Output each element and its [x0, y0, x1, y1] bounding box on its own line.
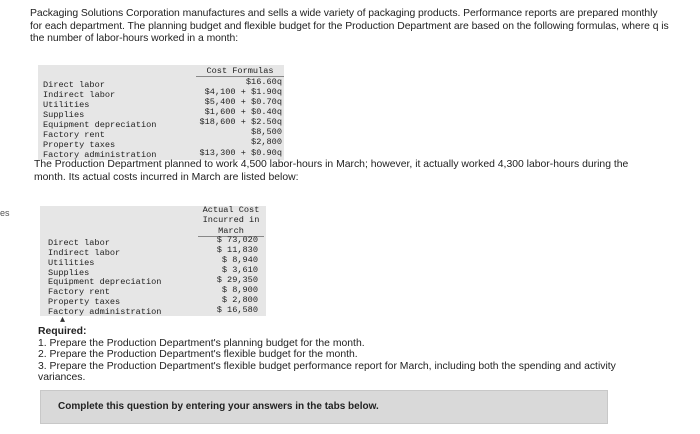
required-section — [38, 326, 658, 384]
actual-costs-header-line: Incurred in — [202, 215, 260, 226]
table-row-value: $ 16,580 — [216, 305, 258, 315]
side-tab-label[interactable]: es — [0, 208, 10, 218]
required-item: 3. Prepare the Production Department's flexible budget performance report for March, including both the spending and activity variances. — [38, 360, 616, 384]
labor-hours-paragraph: The Production Department planned to work 4,500 labor-hours in March; however, it actually worked 4,300 labor-hours during the month. Its actual costs incurred in March are listed below: — [34, 159, 629, 183]
actual-costs-header-line: March — [218, 225, 244, 236]
table-row-value: $2,800 — [251, 137, 282, 147]
table-row-value: $ 8,940 — [221, 255, 258, 265]
actual-costs-header-line: Actual Cost — [202, 205, 260, 215]
required-heading: Required: — [38, 326, 87, 337]
table-row-label: Indirect labor — [43, 90, 116, 100]
table-row-label: Utilities — [43, 100, 90, 110]
required-item: 1. Prepare the Production Department's planning budget for the month. — [38, 337, 365, 349]
table-row-label: Factory administration — [43, 150, 157, 160]
table-row-value: $16.60q — [245, 77, 282, 87]
table-row-label: Property taxes — [48, 297, 121, 307]
table-row-label: Factory rent — [43, 130, 105, 140]
table-row-label: Supplies — [48, 268, 90, 278]
table-row-value: $18,600 + $2.50q — [199, 117, 282, 127]
table-row-label: Equipment depreciation — [43, 120, 157, 130]
actual-costs-header — [198, 205, 264, 237]
table-row-value: $1,600 + $0.40q — [204, 107, 282, 117]
table-row-label: Equipment depreciation — [48, 277, 162, 287]
table-row-value: $13,300 + $0.90q — [199, 148, 282, 158]
table-row-label: Indirect labor — [48, 248, 121, 258]
table-row-label: Direct labor — [43, 80, 105, 90]
table-row-value: $ 3,610 — [221, 265, 258, 275]
table-row-label: Factory rent — [48, 287, 110, 297]
table-row-label: Property taxes — [43, 140, 116, 150]
instruction-banner-text: Complete this question by entering your answers in the tabs below. — [58, 401, 379, 412]
table-row-value: $ 29,350 — [216, 275, 258, 285]
table-row-label: Utilities — [48, 258, 95, 268]
table-row-label: Factory administration — [48, 307, 162, 317]
mouse-cursor-icon: ▴ — [60, 314, 66, 325]
table-row-value: $ 11,830 — [216, 245, 258, 255]
table-row-value: $ 2,800 — [221, 295, 258, 305]
table-row-value: $ 73,020 — [216, 235, 258, 245]
intro-paragraph: Packaging Solutions Corporation manufactures and sells a wide variety of packaging products. Performance reports are prepared monthly for each department. The planning budget and flexible budget for the Production Department are based on the following formulas, where q is the number of labor-hours worked in a month: — [30, 8, 669, 45]
cost-formulas-header: Cost Formulas — [196, 66, 284, 77]
table-row-value: $4,100 + $1.90q — [204, 87, 282, 97]
table-row-value: $8,500 — [251, 127, 282, 137]
table-row-value: $5,400 + $0.70q — [204, 97, 282, 107]
table-row-label: Supplies — [43, 110, 85, 120]
table-row-label: Direct labor — [48, 238, 110, 248]
table-row-value: $ 8,900 — [221, 285, 258, 295]
required-item: 2. Prepare the Production Department's flexible budget for the month. — [38, 349, 358, 361]
